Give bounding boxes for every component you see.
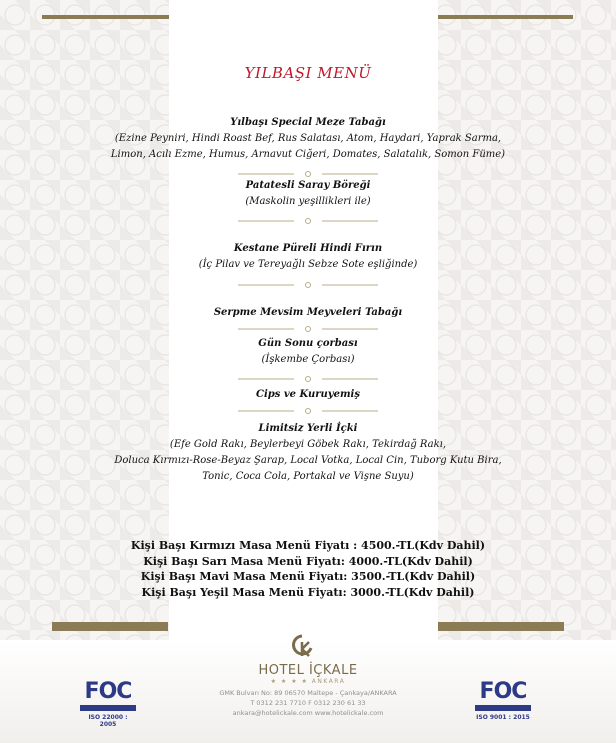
foc-bar	[475, 705, 531, 711]
hotel-name: HOTEL İÇKALE	[258, 663, 358, 678]
menu-item-line: Doluca Kırmızı-Rose-Beyaz Şarap, Local Votka, Local Cin, Tuborg Kutu Bira,	[114, 455, 502, 466]
menu-item-heading: Yılbaşı Special Meze Tabağı	[230, 117, 386, 128]
foc-certificate-left	[80, 680, 136, 728]
foc-logo-icon: FOC	[84, 679, 132, 704]
ornament-divider	[238, 408, 378, 414]
price-list	[60, 538, 556, 600]
menu-item-heading: Cips ve Kuruyemiş	[256, 389, 360, 400]
iso-label: ISO 22000 : 2005	[88, 714, 128, 728]
menu-item	[60, 336, 556, 368]
menu-item	[60, 178, 556, 210]
menu-item	[60, 241, 556, 273]
price-line: Kişi Başı Sarı Masa Menü Fiyatı: 4000.-TL(Kdv Dahil)	[143, 554, 473, 568]
menu-item-line: (Efe Gold Rakı, Beylerbeyi Göbek Rakı, Tekirdağ Rakı,	[169, 439, 447, 450]
menu-item-heading: Gün Sonu çorbası	[258, 338, 358, 349]
menu-item-heading: Kestane Püreli Hindi Fırın	[233, 243, 383, 254]
menu-item	[60, 421, 556, 485]
iso-label: ISO 9001 : 2015	[476, 714, 530, 721]
menu-title: YILBAŞI MENÜ	[244, 64, 372, 82]
hotel-logo-icon	[291, 634, 313, 660]
menu-item-heading: Patatesli Saray Böreği	[245, 180, 371, 191]
hotel-contact: ankara@hotelickale.com www.hotelickale.com	[232, 709, 384, 717]
ornament-divider	[238, 326, 378, 332]
ornament-divider	[238, 218, 378, 224]
ornament-divider	[238, 282, 378, 288]
menu-item-heading: Limitsiz Yerli İçki	[258, 423, 358, 434]
price-line: Kişi Başı Kırmızı Masa Menü Fiyatı : 4500.-TL(Kdv Dahil)	[130, 539, 486, 552]
menu-item-line: Tonic, Coca Cola, Portakal ve Vişne Suyu)	[202, 471, 414, 482]
menu-item-line: (İç Pilav ve Tereyağlı Sebze Sote eşliğinde)	[198, 259, 418, 270]
menu-item	[60, 305, 556, 321]
menu-item-line: Limon, Acılı Ezme, Humus, Arnavut Ciğeri, Domates, Salatalık, Somon Füme)	[110, 149, 506, 160]
menu-item-heading: Serpme Mevsim Meyveleri Tabağı	[213, 307, 403, 318]
foc-certificate-right	[475, 680, 531, 721]
menu-item	[60, 115, 556, 163]
price-line: Kişi Başı Mavi Masa Menü Fiyatı: 3500.-TL(Kdv Dahil)	[140, 570, 476, 583]
menu-content	[60, 0, 556, 640]
menu-item-line: (İşkembe Çorbası)	[261, 354, 355, 365]
foc-logo-icon: FOC	[479, 679, 527, 704]
hotel-city: ★ ★ ★ ★ ANKARA	[270, 678, 346, 685]
price-line: Kişi Başı Yeşil Masa Menü Fiyatı: 3000.-TL(Kdv Dahil)	[141, 585, 475, 599]
foc-bar	[80, 705, 136, 711]
ornament-divider	[238, 376, 378, 382]
menu-item	[60, 387, 556, 403]
menu-item-line: (Ezine Peyniri, Hindi Roast Bef, Rus Salatası, Atom, Haydari, Yaprak Sarma,	[114, 133, 502, 144]
hotel-address: GMK Bulvarı No: 89 06570 Maltepe - Çankaya/ANKARA	[219, 689, 397, 697]
hotel-phone: T 0312 231 7710 F 0312 230 61 33	[250, 699, 366, 707]
ornament-divider	[238, 171, 378, 177]
menu-item-line: (Maskolin yeşillikleri ile)	[245, 196, 371, 207]
